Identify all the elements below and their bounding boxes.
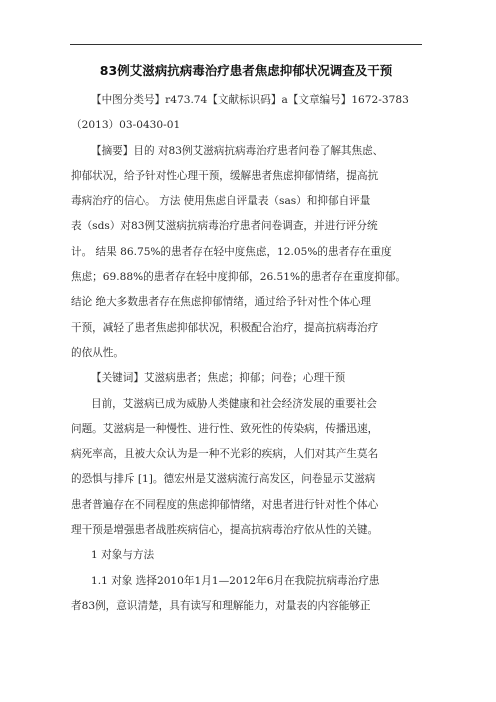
body-line: 干预，减轻了患者焦虑抑郁状况，积极配合治疗，提高抗病毒治疗	[71, 321, 379, 334]
body-line: 者83例，意识清楚，具有读写和理解能力，对量表的内容能够正	[71, 599, 371, 612]
body-line: 的恐惧与排斥 [1]。德宏州是艾滋病流行高发区，问卷显示艾滋病	[71, 473, 376, 486]
body-line: 1.1 对象 选择2010年1月1—2012年6月在我院抗病毒治疗患	[91, 574, 380, 587]
body-line: 的依从性。	[71, 346, 124, 359]
header-rule	[70, 44, 422, 45]
body-line: 焦虑；69.88%的患者存在轻中度抑郁，26.51%的患者存在重度抑郁。	[71, 271, 407, 284]
body-line: 患者普遍存在不同程度的焦虑抑郁情绪，对患者进行针对性个体心	[71, 498, 379, 511]
body-line: 【摘要】目的 对83例艾滋病抗病毒治疗患者问卷了解其焦虑、	[91, 144, 384, 157]
body-line: 理干预是增强患者战胜疾病信心，提高抗病毒治疗依从性的关键。	[71, 524, 379, 537]
body-line: 1 对象与方法	[91, 549, 155, 562]
article-body	[71, 88, 425, 619]
body-line: 【关键词】艾滋病患者；焦虑；抑郁；问卷；心理干预	[91, 372, 346, 385]
body-line: 问题。艾滋病是一种慢性、进行性、致死性的传染病，传播迅速，	[71, 422, 379, 435]
body-line: 目前，艾滋病已成为威胁人类健康和社会经济发展的重要社会	[91, 397, 378, 410]
body-line: 计。 结果 86.75%的患者存在轻中度焦虑，12.05%的患者存在重度	[71, 245, 392, 258]
body-line: 病死率高，且被大众认为是一种不光彩的疾病，人们对其产生莫名	[71, 448, 379, 461]
body-line: （2013）03-0430-01	[71, 119, 181, 132]
body-line: 结论 绝大多数患者存在焦虑抑郁情绪，通过给予针对性个体心理	[71, 296, 371, 309]
body-line: 【中图分类号】r473.74【文献标识码】a【文章编号】1672-3783	[91, 94, 409, 106]
article-title: 83例艾滋病抗病毒治疗患者焦虑抑郁状况调查及干预	[99, 63, 393, 78]
body-line: 毒病治疗的信心。 方法 使用焦虑自评量表（sas）和抑郁自评量	[71, 195, 371, 208]
body-line: 表（sds）对83例艾滋病抗病毒治疗患者问卷调查，并进行评分统	[71, 220, 378, 233]
body-line: 抑郁状况，给予针对性心理干预，缓解患者焦虑抑郁情绪，提高抗	[71, 169, 379, 182]
